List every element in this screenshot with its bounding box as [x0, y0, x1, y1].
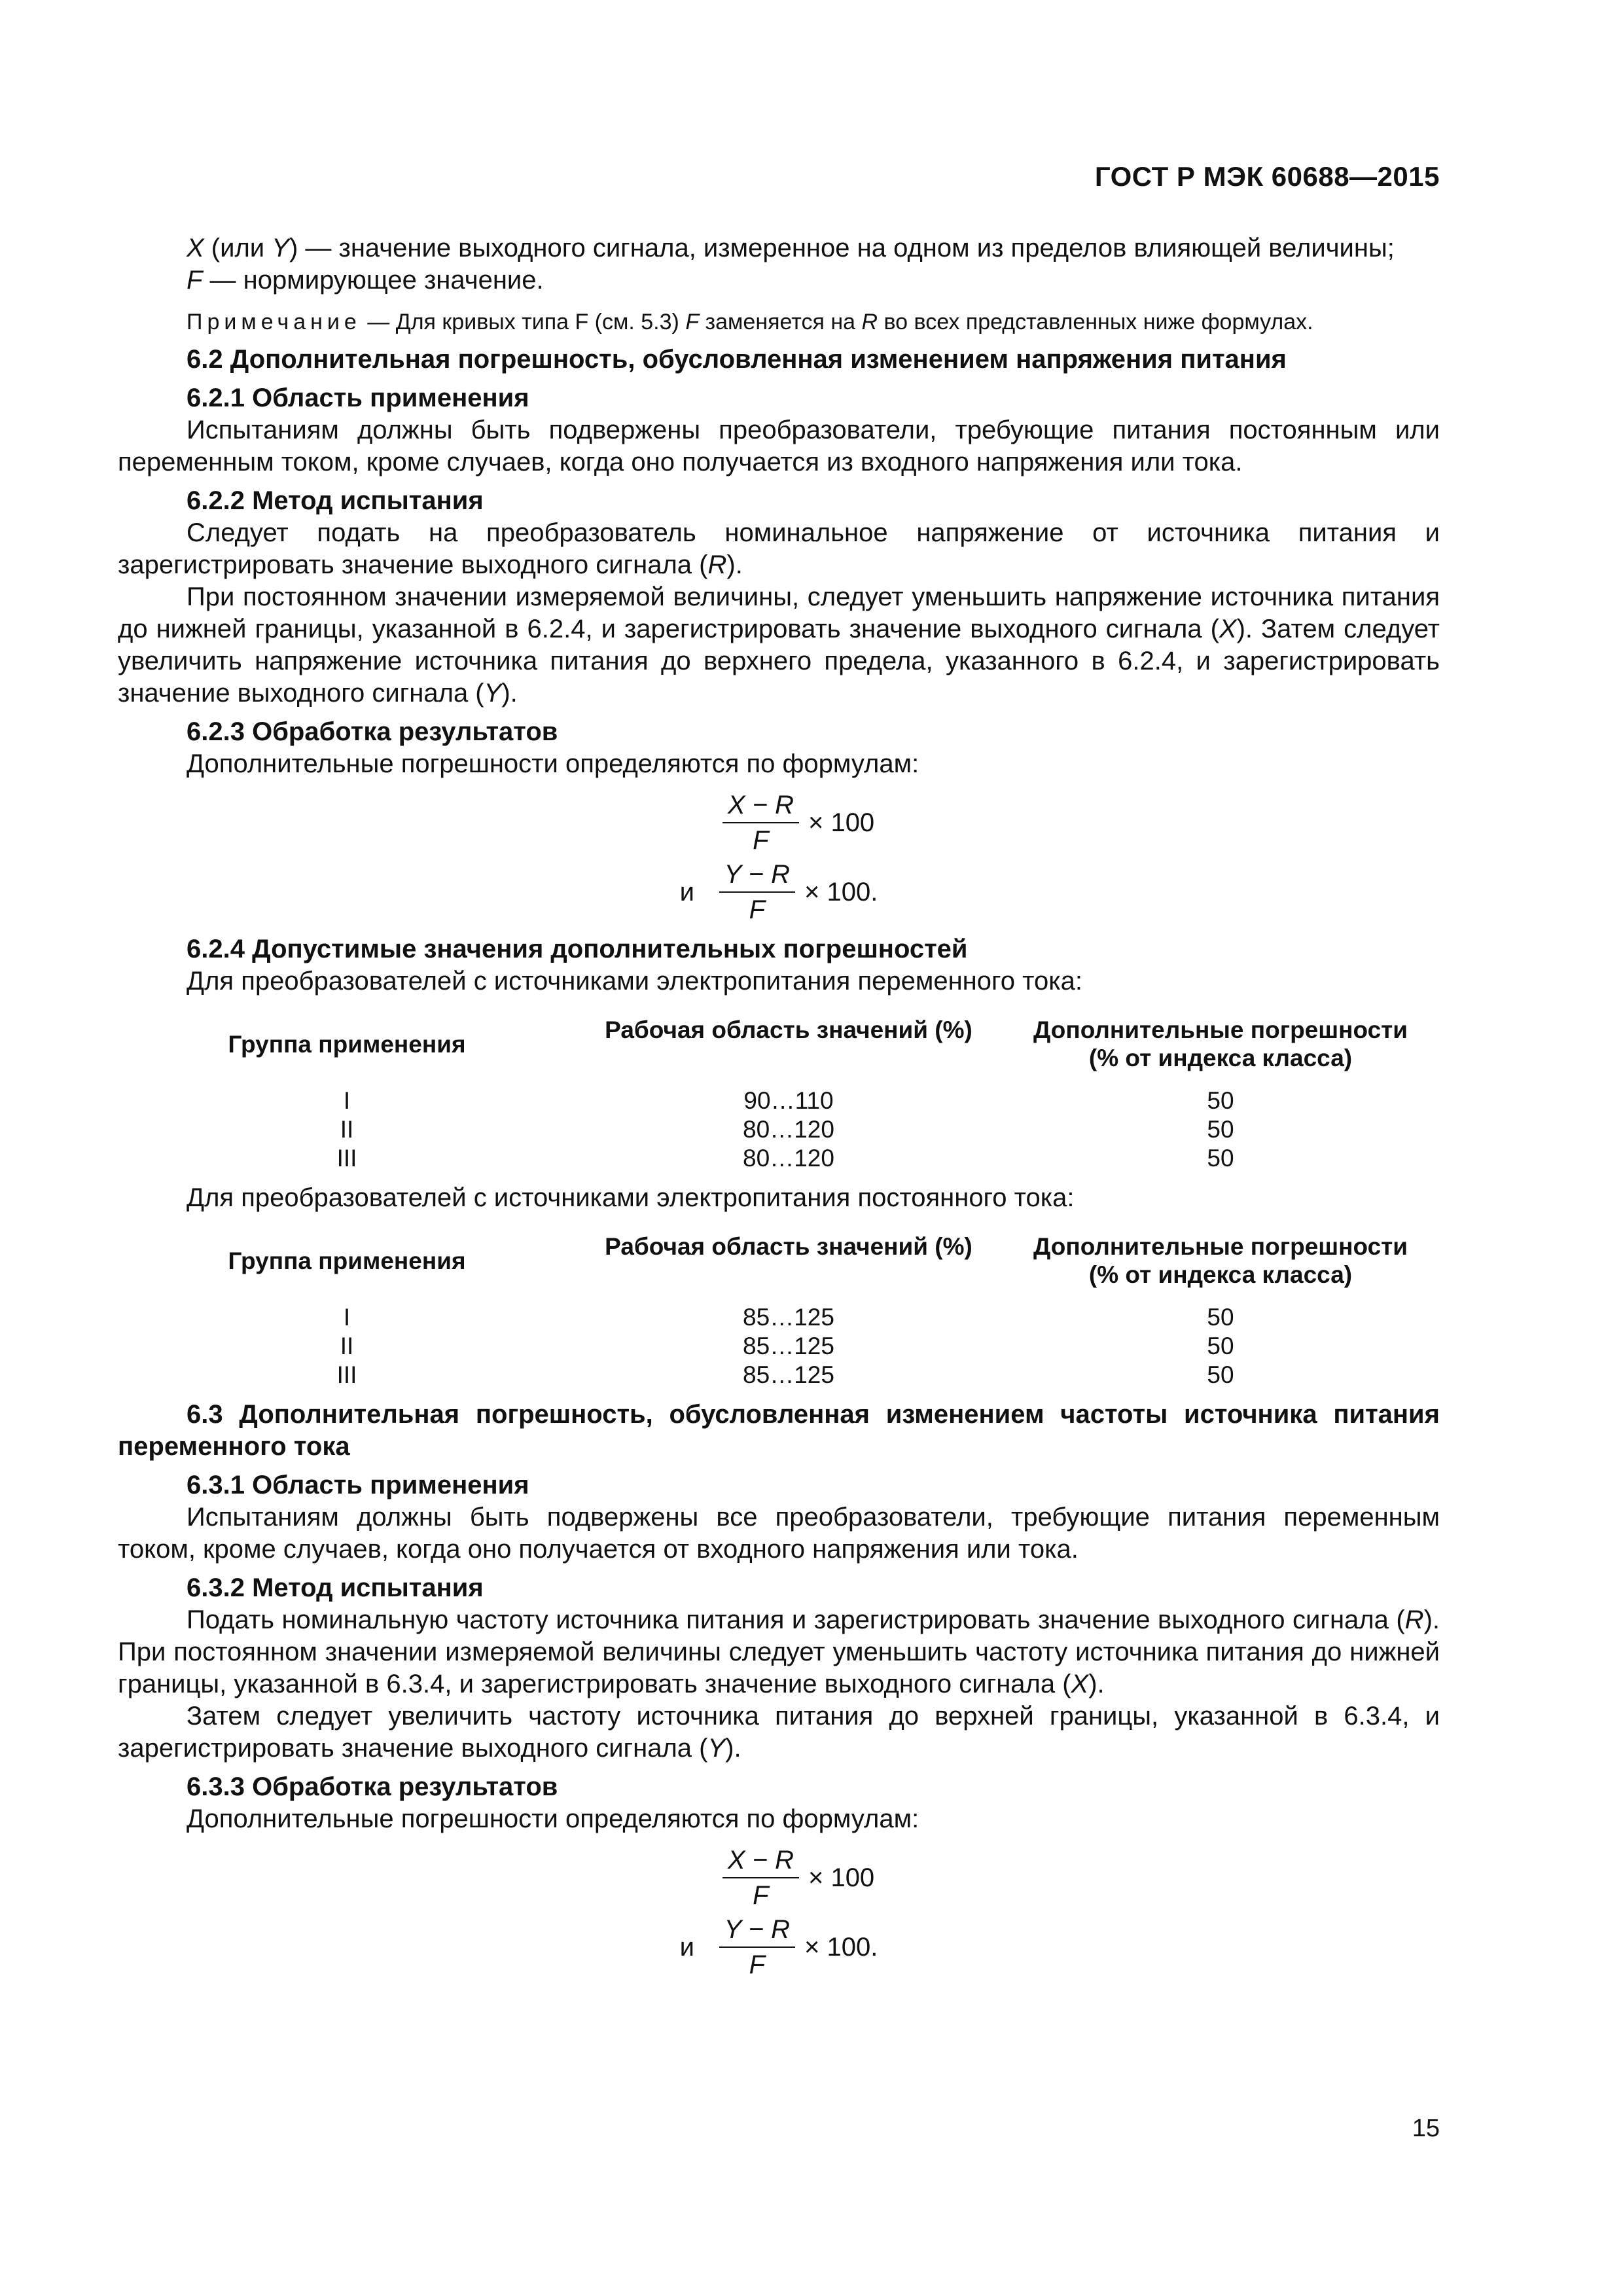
- fraction: [722, 789, 799, 856]
- text: ).: [1088, 1670, 1105, 1698]
- table-cell: 90…110: [743, 1087, 834, 1114]
- numerator: Y − R: [719, 859, 795, 893]
- section-6-2-2-para-1: [118, 517, 1440, 581]
- section-6-3-1-text: Испытаниям должны быть подвержены все преобразователи, требующие питания переменным током, кроме случаев, когда оно получается от входного напряжения или тока.: [118, 1503, 1440, 1564]
- table-row: [118, 1086, 1440, 1115]
- ac-table-intro: Для преобразователей с источниками электропитания переменного тока:: [187, 967, 1082, 996]
- table-row: [118, 1332, 1440, 1361]
- multiplier: × 100.: [804, 1932, 878, 1962]
- fraction: [719, 1914, 795, 1981]
- table-cell: 85…125: [743, 1304, 834, 1331]
- numerator: X − R: [722, 789, 799, 823]
- section-6-2-1-title: 6.2.1 Область применения: [187, 384, 529, 412]
- header-line: Дополнительные погрешности: [1033, 1233, 1408, 1260]
- column-header-error: [1001, 1232, 1440, 1289]
- header-line: (% от индекса класса): [1088, 1261, 1353, 1288]
- table-cell: 50: [1207, 1145, 1234, 1172]
- header-line: Дополнительные погрешности: [1033, 1016, 1408, 1043]
- column-header-error: [1001, 1016, 1440, 1072]
- denominator: F: [753, 1881, 769, 1910]
- multiplier: × 100: [808, 808, 875, 837]
- section-6-2-4-title: 6.2.4 Допустимые значения дополнительных погрешностей: [187, 935, 968, 963]
- numerator: X − R: [722, 1844, 799, 1878]
- table-cell: 50: [1207, 1361, 1234, 1388]
- table-row: [118, 1144, 1440, 1173]
- text: Затем следует увеличить частоту источника питания до верхней границы, указанной в 6.3.4, и зарегистрировать значение выходного сигнала (: [118, 1702, 1440, 1763]
- text: ).: [725, 1734, 741, 1763]
- column-header-range: Рабочая область значений (%): [605, 1016, 972, 1043]
- table-cell: III: [336, 1361, 357, 1388]
- dc-table-intro: Для преобразователей с источниками электропитания постоянного тока:: [187, 1183, 1075, 1212]
- var-y: Y: [707, 1734, 726, 1763]
- note-label: Примечание: [187, 310, 361, 334]
- table-cell: III: [336, 1145, 357, 1172]
- var-f: F: [685, 310, 700, 334]
- section-6-2-1-text: Испытаниям должны быть подвержены преобразователи, требующие питания постоянным или переменным током, кроме случаев, когда оно получается из входного напряжения или тока.: [118, 416, 1440, 476]
- var-r: R: [1404, 1605, 1424, 1634]
- table-cell: I: [343, 1304, 351, 1331]
- text: Подать номинальную частоту источника питания и зарегистрировать значение выходного сигнала (: [187, 1605, 1405, 1634]
- var-x: X: [1071, 1670, 1089, 1698]
- denominator: F: [749, 895, 766, 924]
- text: — Для кривых типа F (см. 5.3): [361, 310, 686, 334]
- section-6-3-1-title: 6.3.1 Область применения: [187, 1471, 529, 1499]
- formula-row: [118, 857, 1440, 927]
- text: ) — значение выходного сигнала, измеренное на одном из пределов влияющей величины;: [289, 234, 1395, 262]
- column-header-range: Рабочая область значений (%): [605, 1233, 972, 1260]
- table-cell: 50: [1207, 1333, 1234, 1359]
- document-header: ГОСТ Р МЭК 60688—2015: [1094, 161, 1440, 192]
- section-6-3-2-para-1: [118, 1604, 1440, 1700]
- section-6-3-2-para-2: [118, 1700, 1440, 1765]
- var-x: X: [1219, 615, 1237, 643]
- var-y: Y: [272, 234, 289, 262]
- table-ac-supply: [118, 1016, 1440, 1173]
- header-line: (% от индекса класса): [1088, 1045, 1353, 1071]
- table-cell: 50: [1207, 1304, 1234, 1331]
- table-cell: I: [343, 1087, 351, 1114]
- var-y: Y: [484, 679, 502, 708]
- text: — нормирующее значение.: [202, 266, 544, 295]
- conjunction: и: [679, 877, 694, 906]
- table-header-row: [118, 1232, 1440, 1289]
- denominator: F: [753, 826, 769, 855]
- formula-block-6-3-3: [118, 1843, 1440, 1982]
- section-6-3-2-title: 6.3.2 Метод испытания: [187, 1573, 484, 1602]
- text: ).: [501, 679, 518, 708]
- section-6-2-3-title: 6.2.3 Обработка результатов: [187, 717, 558, 746]
- section-6-2-3-text: Дополнительные погрешности определяются по формулам:: [187, 749, 919, 778]
- formula-row: [118, 1843, 1440, 1912]
- column-header-group: Группа применения: [228, 1031, 466, 1058]
- numerator: Y − R: [719, 1914, 795, 1948]
- table-row: [118, 1115, 1440, 1144]
- table-cell: 50: [1207, 1116, 1234, 1143]
- table-cell: 85…125: [743, 1333, 834, 1359]
- definition-x-y: [118, 232, 1440, 264]
- section-6-3-title: 6.3 Дополнительная погрешность, обусловленная изменением частоты источника питания переменного тока: [118, 1400, 1440, 1461]
- text: ). Затем следует увеличить напряжение источника питания до верхнего предела, указанного в 6.2.4, и зарегистрировать значение выходного сигнала (: [118, 615, 1440, 708]
- formula-row: [118, 1912, 1440, 1982]
- denominator: F: [749, 1950, 766, 1979]
- table-cell: 85…125: [743, 1361, 834, 1388]
- text: ). При постоянном значении измеряемой величины следует уменьшить частоту источника питания до нижней границы, указанной в 6.3.4, и зарегистрировать значение выходного сигнала (: [118, 1605, 1440, 1698]
- section-6-3-3-text: Дополнительные погрешности определяются по формулам:: [187, 1804, 919, 1833]
- text: При постоянном значении измеряемой величины, следует уменьшить напряжение источника питания до нижней границы, указанной в 6.2.4, и зарегистрировать значение выходного сигнала (: [118, 583, 1440, 643]
- page-content: [118, 232, 1440, 1982]
- fraction: [719, 859, 795, 925]
- text: ).: [726, 550, 743, 579]
- multiplier: × 100: [808, 1863, 875, 1892]
- table-cell: II: [340, 1333, 354, 1359]
- table-cell: 80…120: [743, 1116, 834, 1143]
- text: во всех представленных ниже формулах.: [878, 310, 1313, 334]
- table-dc-supply: [118, 1232, 1440, 1390]
- var-r: R: [861, 310, 878, 334]
- note: [118, 307, 1440, 337]
- table-body: [118, 1086, 1440, 1173]
- table-cell: 80…120: [743, 1145, 834, 1172]
- formula-block-6-2-3: [118, 788, 1440, 927]
- page-number: 15: [1412, 2115, 1440, 2142]
- section-6-3-3-title: 6.3.3 Обработка результатов: [187, 1772, 558, 1801]
- document-page: [118, 0, 1440, 2296]
- text: заменяется на: [699, 310, 862, 334]
- column-header-group: Группа применения: [228, 1247, 466, 1274]
- text: Следует подать на преобразователь номинальное напряжение от источника питания и зарегистрировать значение выходного сигнала (: [118, 518, 1440, 579]
- formula-row: [118, 788, 1440, 857]
- table-row: [118, 1361, 1440, 1390]
- table-body: [118, 1303, 1440, 1390]
- section-6-2-title: 6.2 Дополнительная погрешность, обусловленная изменением напряжения питания: [187, 345, 1287, 374]
- table-cell: II: [340, 1116, 354, 1143]
- var-f: F: [187, 266, 203, 295]
- table-header-row: [118, 1016, 1440, 1072]
- section-6-2-2-para-2: [118, 581, 1440, 709]
- multiplier: × 100.: [804, 877, 878, 906]
- definition-f: [118, 264, 1440, 296]
- var-r: R: [707, 550, 727, 579]
- fraction: [722, 1844, 799, 1911]
- conjunction: и: [679, 1932, 694, 1962]
- section-6-2-2-title: 6.2.2 Метод испытания: [187, 486, 484, 515]
- table-row: [118, 1303, 1440, 1332]
- text: (или: [204, 234, 272, 262]
- var-x: X: [187, 234, 204, 262]
- table-cell: 50: [1207, 1087, 1234, 1114]
